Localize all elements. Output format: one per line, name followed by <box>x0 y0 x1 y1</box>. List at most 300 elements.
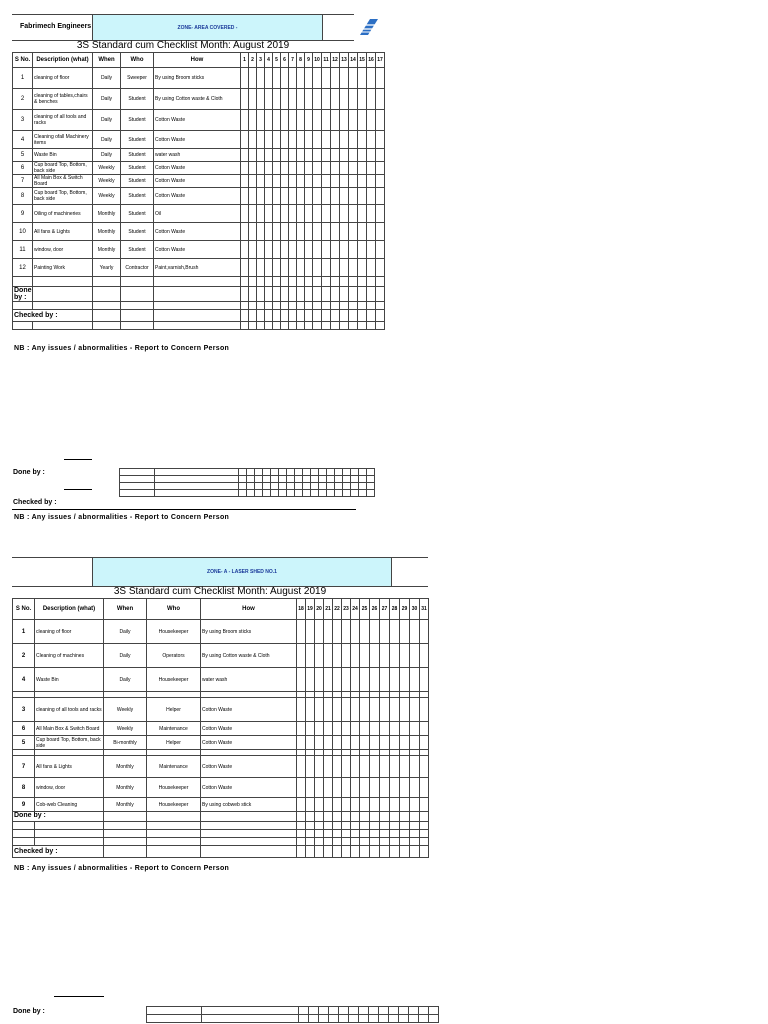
check-cell[interactable] <box>410 722 420 736</box>
signature-cell[interactable] <box>342 812 351 822</box>
signature-cell[interactable] <box>104 812 147 822</box>
check-cell[interactable] <box>249 223 257 241</box>
check-cell[interactable] <box>360 756 370 778</box>
signature-cell[interactable] <box>297 812 306 822</box>
check-cell[interactable] <box>324 756 333 778</box>
signature-cell[interactable] <box>329 1015 339 1023</box>
signature-cell[interactable] <box>389 1015 399 1023</box>
signature-cell[interactable] <box>303 476 311 483</box>
check-cell[interactable] <box>376 89 385 110</box>
check-cell[interactable] <box>358 68 367 89</box>
check-cell[interactable] <box>324 736 333 750</box>
check-cell[interactable] <box>360 668 370 692</box>
signature-cell[interactable] <box>33 287 93 302</box>
check-cell[interactable] <box>305 89 313 110</box>
signature-cell[interactable] <box>390 812 400 822</box>
check-cell[interactable] <box>241 223 249 241</box>
check-cell[interactable] <box>367 131 376 149</box>
check-cell[interactable] <box>358 241 367 259</box>
check-cell[interactable] <box>306 778 315 798</box>
signature-cell[interactable] <box>297 310 305 322</box>
check-cell[interactable] <box>351 698 360 722</box>
check-cell[interactable] <box>340 110 349 131</box>
signature-cell[interactable] <box>313 310 322 322</box>
check-cell[interactable] <box>297 89 305 110</box>
check-cell[interactable] <box>376 241 385 259</box>
check-cell[interactable] <box>241 110 249 131</box>
signature-cell[interactable] <box>311 476 319 483</box>
check-cell[interactable] <box>400 798 410 812</box>
check-cell[interactable] <box>390 620 400 644</box>
check-cell[interactable] <box>281 241 289 259</box>
signature-cell[interactable] <box>410 812 420 822</box>
check-cell[interactable] <box>306 644 315 668</box>
check-cell[interactable] <box>297 698 306 722</box>
check-cell[interactable] <box>380 668 390 692</box>
signature-cell[interactable] <box>311 469 319 476</box>
signature-cell[interactable] <box>120 490 155 497</box>
signature-cell[interactable] <box>309 1007 319 1015</box>
signature-cell[interactable] <box>155 483 239 490</box>
signature-cell[interactable] <box>400 846 410 858</box>
signature-cell[interactable] <box>255 483 263 490</box>
check-cell[interactable] <box>331 110 340 131</box>
signature-cell[interactable] <box>239 469 247 476</box>
signature-cell[interactable] <box>400 812 410 822</box>
check-cell[interactable] <box>306 736 315 750</box>
check-cell[interactable] <box>376 223 385 241</box>
check-cell[interactable] <box>367 110 376 131</box>
check-cell[interactable] <box>241 205 249 223</box>
check-cell[interactable] <box>342 644 351 668</box>
check-cell[interactable] <box>342 620 351 644</box>
signature-cell[interactable] <box>319 469 327 476</box>
check-cell[interactable] <box>289 149 297 162</box>
check-cell[interactable] <box>370 620 380 644</box>
signature-cell[interactable] <box>273 310 281 322</box>
check-cell[interactable] <box>265 175 273 188</box>
check-cell[interactable] <box>289 68 297 89</box>
check-cell[interactable] <box>367 188 376 205</box>
check-cell[interactable] <box>358 110 367 131</box>
signature-cell[interactable] <box>279 483 287 490</box>
check-cell[interactable] <box>367 149 376 162</box>
check-cell[interactable] <box>297 756 306 778</box>
signature-cell[interactable] <box>155 469 239 476</box>
check-cell[interactable] <box>281 68 289 89</box>
signature-cell[interactable] <box>279 490 287 497</box>
check-cell[interactable] <box>249 162 257 175</box>
signature-cell[interactable] <box>147 812 201 822</box>
check-cell[interactable] <box>241 89 249 110</box>
signature-cell[interactable] <box>147 846 201 858</box>
check-cell[interactable] <box>322 205 331 223</box>
check-cell[interactable] <box>241 188 249 205</box>
check-cell[interactable] <box>400 668 410 692</box>
check-cell[interactable] <box>349 259 358 277</box>
check-cell[interactable] <box>313 162 322 175</box>
signature-cell[interactable] <box>271 469 279 476</box>
check-cell[interactable] <box>349 175 358 188</box>
check-cell[interactable] <box>313 149 322 162</box>
signature-cell[interactable] <box>376 310 385 322</box>
check-cell[interactable] <box>324 798 333 812</box>
check-cell[interactable] <box>313 205 322 223</box>
check-cell[interactable] <box>370 778 380 798</box>
check-cell[interactable] <box>249 259 257 277</box>
check-cell[interactable] <box>342 756 351 778</box>
check-cell[interactable] <box>400 778 410 798</box>
check-cell[interactable] <box>305 205 313 223</box>
signature-cell[interactable] <box>359 469 367 476</box>
check-cell[interactable] <box>324 644 333 668</box>
check-cell[interactable] <box>313 188 322 205</box>
check-cell[interactable] <box>249 175 257 188</box>
check-cell[interactable] <box>340 223 349 241</box>
signature-cell[interactable] <box>409 1015 419 1023</box>
check-cell[interactable] <box>241 68 249 89</box>
signature-cell[interactable] <box>287 469 295 476</box>
signature-cell[interactable] <box>295 476 303 483</box>
signature-cell[interactable] <box>271 490 279 497</box>
signature-cell[interactable] <box>281 310 289 322</box>
signature-cell[interactable] <box>327 483 335 490</box>
check-cell[interactable] <box>322 162 331 175</box>
check-cell[interactable] <box>331 188 340 205</box>
signature-cell[interactable] <box>370 846 380 858</box>
check-cell[interactable] <box>390 644 400 668</box>
signature-cell[interactable] <box>351 812 360 822</box>
check-cell[interactable] <box>241 175 249 188</box>
signature-cell[interactable] <box>322 310 331 322</box>
check-cell[interactable] <box>390 778 400 798</box>
check-cell[interactable] <box>257 175 265 188</box>
check-cell[interactable] <box>273 175 281 188</box>
check-cell[interactable] <box>349 89 358 110</box>
check-cell[interactable] <box>340 131 349 149</box>
signature-cell[interactable] <box>319 1007 329 1015</box>
check-cell[interactable] <box>281 162 289 175</box>
signature-cell[interactable] <box>339 1007 349 1015</box>
signature-cell[interactable] <box>315 846 324 858</box>
check-cell[interactable] <box>376 175 385 188</box>
signature-cell[interactable] <box>359 1007 369 1015</box>
check-cell[interactable] <box>349 223 358 241</box>
check-cell[interactable] <box>273 149 281 162</box>
signature-cell[interactable] <box>339 1015 349 1023</box>
check-cell[interactable] <box>349 241 358 259</box>
check-cell[interactable] <box>380 798 390 812</box>
check-cell[interactable] <box>410 668 420 692</box>
check-cell[interactable] <box>281 149 289 162</box>
signature-cell[interactable] <box>247 476 255 483</box>
check-cell[interactable] <box>370 798 380 812</box>
signature-cell[interactable] <box>420 812 429 822</box>
check-cell[interactable] <box>305 223 313 241</box>
check-cell[interactable] <box>257 162 265 175</box>
signature-cell[interactable] <box>359 490 367 497</box>
check-cell[interactable] <box>333 620 342 644</box>
check-cell[interactable] <box>257 259 265 277</box>
signature-cell[interactable] <box>287 490 295 497</box>
check-cell[interactable] <box>297 188 305 205</box>
signature-cell[interactable] <box>324 812 333 822</box>
signature-cell[interactable] <box>295 483 303 490</box>
check-cell[interactable] <box>324 778 333 798</box>
signature-cell[interactable] <box>420 846 429 858</box>
check-cell[interactable] <box>376 162 385 175</box>
check-cell[interactable] <box>351 756 360 778</box>
check-cell[interactable] <box>367 175 376 188</box>
check-cell[interactable] <box>370 722 380 736</box>
check-cell[interactable] <box>390 798 400 812</box>
signature-cell[interactable] <box>331 310 340 322</box>
check-cell[interactable] <box>297 205 305 223</box>
signature-cell[interactable] <box>367 310 376 322</box>
check-cell[interactable] <box>340 149 349 162</box>
signature-cell[interactable] <box>306 812 315 822</box>
check-cell[interactable] <box>351 644 360 668</box>
check-cell[interactable] <box>370 756 380 778</box>
check-cell[interactable] <box>322 131 331 149</box>
check-cell[interactable] <box>241 259 249 277</box>
signature-cell[interactable] <box>419 1015 429 1023</box>
check-cell[interactable] <box>376 259 385 277</box>
check-cell[interactable] <box>313 175 322 188</box>
check-cell[interactable] <box>297 798 306 812</box>
check-cell[interactable] <box>305 188 313 205</box>
check-cell[interactable] <box>358 149 367 162</box>
check-cell[interactable] <box>370 644 380 668</box>
check-cell[interactable] <box>400 722 410 736</box>
check-cell[interactable] <box>324 668 333 692</box>
signature-cell[interactable] <box>342 846 351 858</box>
check-cell[interactable] <box>400 620 410 644</box>
check-cell[interactable] <box>410 778 420 798</box>
check-cell[interactable] <box>265 131 273 149</box>
check-cell[interactable] <box>289 110 297 131</box>
check-cell[interactable] <box>410 620 420 644</box>
signature-cell[interactable] <box>340 310 349 322</box>
signature-cell[interactable] <box>419 1007 429 1015</box>
check-cell[interactable] <box>313 110 322 131</box>
signature-cell[interactable] <box>319 490 327 497</box>
check-cell[interactable] <box>349 131 358 149</box>
check-cell[interactable] <box>249 89 257 110</box>
signature-cell[interactable] <box>335 476 343 483</box>
check-cell[interactable] <box>333 798 342 812</box>
check-cell[interactable] <box>331 162 340 175</box>
check-cell[interactable] <box>306 698 315 722</box>
signature-cell[interactable] <box>154 310 241 322</box>
signature-cell[interactable] <box>311 483 319 490</box>
signature-cell[interactable] <box>263 490 271 497</box>
check-cell[interactable] <box>390 736 400 750</box>
check-cell[interactable] <box>376 131 385 149</box>
signature-cell[interactable] <box>295 469 303 476</box>
signature-cell[interactable] <box>303 469 311 476</box>
check-cell[interactable] <box>420 756 429 778</box>
check-cell[interactable] <box>265 89 273 110</box>
signature-cell[interactable] <box>271 476 279 483</box>
check-cell[interactable] <box>349 110 358 131</box>
check-cell[interactable] <box>306 756 315 778</box>
check-cell[interactable] <box>265 188 273 205</box>
check-cell[interactable] <box>257 149 265 162</box>
signature-cell[interactable] <box>380 846 390 858</box>
check-cell[interactable] <box>265 162 273 175</box>
check-cell[interactable] <box>289 131 297 149</box>
check-cell[interactable] <box>249 241 257 259</box>
check-cell[interactable] <box>380 620 390 644</box>
signature-cell[interactable] <box>390 846 400 858</box>
check-cell[interactable] <box>281 89 289 110</box>
check-cell[interactable] <box>241 149 249 162</box>
check-cell[interactable] <box>331 205 340 223</box>
check-cell[interactable] <box>313 241 322 259</box>
check-cell[interactable] <box>315 644 324 668</box>
signature-cell[interactable] <box>311 490 319 497</box>
check-cell[interactable] <box>306 798 315 812</box>
check-cell[interactable] <box>273 131 281 149</box>
check-cell[interactable] <box>265 68 273 89</box>
check-cell[interactable] <box>420 778 429 798</box>
signature-cell[interactable] <box>287 483 295 490</box>
signature-cell[interactable] <box>359 1015 369 1023</box>
check-cell[interactable] <box>273 205 281 223</box>
check-cell[interactable] <box>390 668 400 692</box>
check-cell[interactable] <box>273 110 281 131</box>
check-cell[interactable] <box>297 722 306 736</box>
check-cell[interactable] <box>400 756 410 778</box>
check-cell[interactable] <box>289 175 297 188</box>
check-cell[interactable] <box>313 131 322 149</box>
signature-cell[interactable] <box>303 483 311 490</box>
check-cell[interactable] <box>358 131 367 149</box>
signature-cell[interactable] <box>201 846 297 858</box>
signature-cell[interactable] <box>295 490 303 497</box>
check-cell[interactable] <box>322 188 331 205</box>
check-cell[interactable] <box>306 668 315 692</box>
check-cell[interactable] <box>315 620 324 644</box>
check-cell[interactable] <box>322 175 331 188</box>
check-cell[interactable] <box>380 778 390 798</box>
check-cell[interactable] <box>273 89 281 110</box>
check-cell[interactable] <box>349 205 358 223</box>
check-cell[interactable] <box>315 778 324 798</box>
signature-cell[interactable] <box>147 1007 202 1015</box>
check-cell[interactable] <box>289 162 297 175</box>
signature-cell[interactable] <box>303 490 311 497</box>
check-cell[interactable] <box>265 241 273 259</box>
check-cell[interactable] <box>305 68 313 89</box>
check-cell[interactable] <box>265 223 273 241</box>
check-cell[interactable] <box>333 698 342 722</box>
signature-cell[interactable] <box>249 310 257 322</box>
signature-cell[interactable] <box>399 1007 409 1015</box>
signature-cell[interactable] <box>247 483 255 490</box>
check-cell[interactable] <box>322 68 331 89</box>
check-cell[interactable] <box>289 223 297 241</box>
signature-cell[interactable] <box>120 476 155 483</box>
signature-cell[interactable] <box>351 846 360 858</box>
check-cell[interactable] <box>281 205 289 223</box>
check-cell[interactable] <box>349 149 358 162</box>
check-cell[interactable] <box>249 131 257 149</box>
signature-cell[interactable] <box>369 1007 379 1015</box>
signature-cell[interactable] <box>349 1015 359 1023</box>
check-cell[interactable] <box>322 149 331 162</box>
check-cell[interactable] <box>297 620 306 644</box>
check-cell[interactable] <box>257 205 265 223</box>
check-cell[interactable] <box>340 188 349 205</box>
check-cell[interactable] <box>331 223 340 241</box>
signature-cell[interactable] <box>360 846 370 858</box>
check-cell[interactable] <box>331 149 340 162</box>
check-cell[interactable] <box>322 89 331 110</box>
signature-cell[interactable] <box>360 812 370 822</box>
signature-cell[interactable] <box>335 483 343 490</box>
signature-cell[interactable] <box>351 469 359 476</box>
check-cell[interactable] <box>273 162 281 175</box>
check-cell[interactable] <box>420 736 429 750</box>
check-cell[interactable] <box>360 644 370 668</box>
check-cell[interactable] <box>331 175 340 188</box>
signature-cell[interactable] <box>329 1007 339 1015</box>
check-cell[interactable] <box>273 223 281 241</box>
signature-cell[interactable] <box>247 490 255 497</box>
signature-cell[interactable] <box>327 476 335 483</box>
check-cell[interactable] <box>333 756 342 778</box>
check-cell[interactable] <box>281 131 289 149</box>
signature-cell[interactable] <box>271 483 279 490</box>
signature-cell[interactable] <box>104 846 147 858</box>
signature-cell[interactable] <box>279 476 287 483</box>
check-cell[interactable] <box>315 668 324 692</box>
check-cell[interactable] <box>297 668 306 692</box>
check-cell[interactable] <box>281 188 289 205</box>
check-cell[interactable] <box>331 131 340 149</box>
signature-cell[interactable] <box>306 846 315 858</box>
check-cell[interactable] <box>342 798 351 812</box>
check-cell[interactable] <box>340 89 349 110</box>
check-cell[interactable] <box>265 149 273 162</box>
check-cell[interactable] <box>297 110 305 131</box>
check-cell[interactable] <box>367 205 376 223</box>
signature-cell[interactable] <box>351 490 359 497</box>
signature-cell[interactable] <box>343 483 351 490</box>
signature-cell[interactable] <box>324 846 333 858</box>
signature-cell[interactable] <box>147 1015 202 1023</box>
signature-cell[interactable] <box>279 469 287 476</box>
check-cell[interactable] <box>376 68 385 89</box>
check-cell[interactable] <box>257 68 265 89</box>
signature-cell[interactable] <box>289 310 297 322</box>
signature-cell[interactable] <box>263 476 271 483</box>
check-cell[interactable] <box>410 756 420 778</box>
check-cell[interactable] <box>351 620 360 644</box>
signature-cell[interactable] <box>351 476 359 483</box>
check-cell[interactable] <box>289 205 297 223</box>
check-cell[interactable] <box>331 259 340 277</box>
check-cell[interactable] <box>420 722 429 736</box>
check-cell[interactable] <box>367 89 376 110</box>
signature-cell[interactable] <box>319 483 327 490</box>
check-cell[interactable] <box>390 698 400 722</box>
signature-cell[interactable] <box>335 490 343 497</box>
check-cell[interactable] <box>297 223 305 241</box>
check-cell[interactable] <box>324 698 333 722</box>
